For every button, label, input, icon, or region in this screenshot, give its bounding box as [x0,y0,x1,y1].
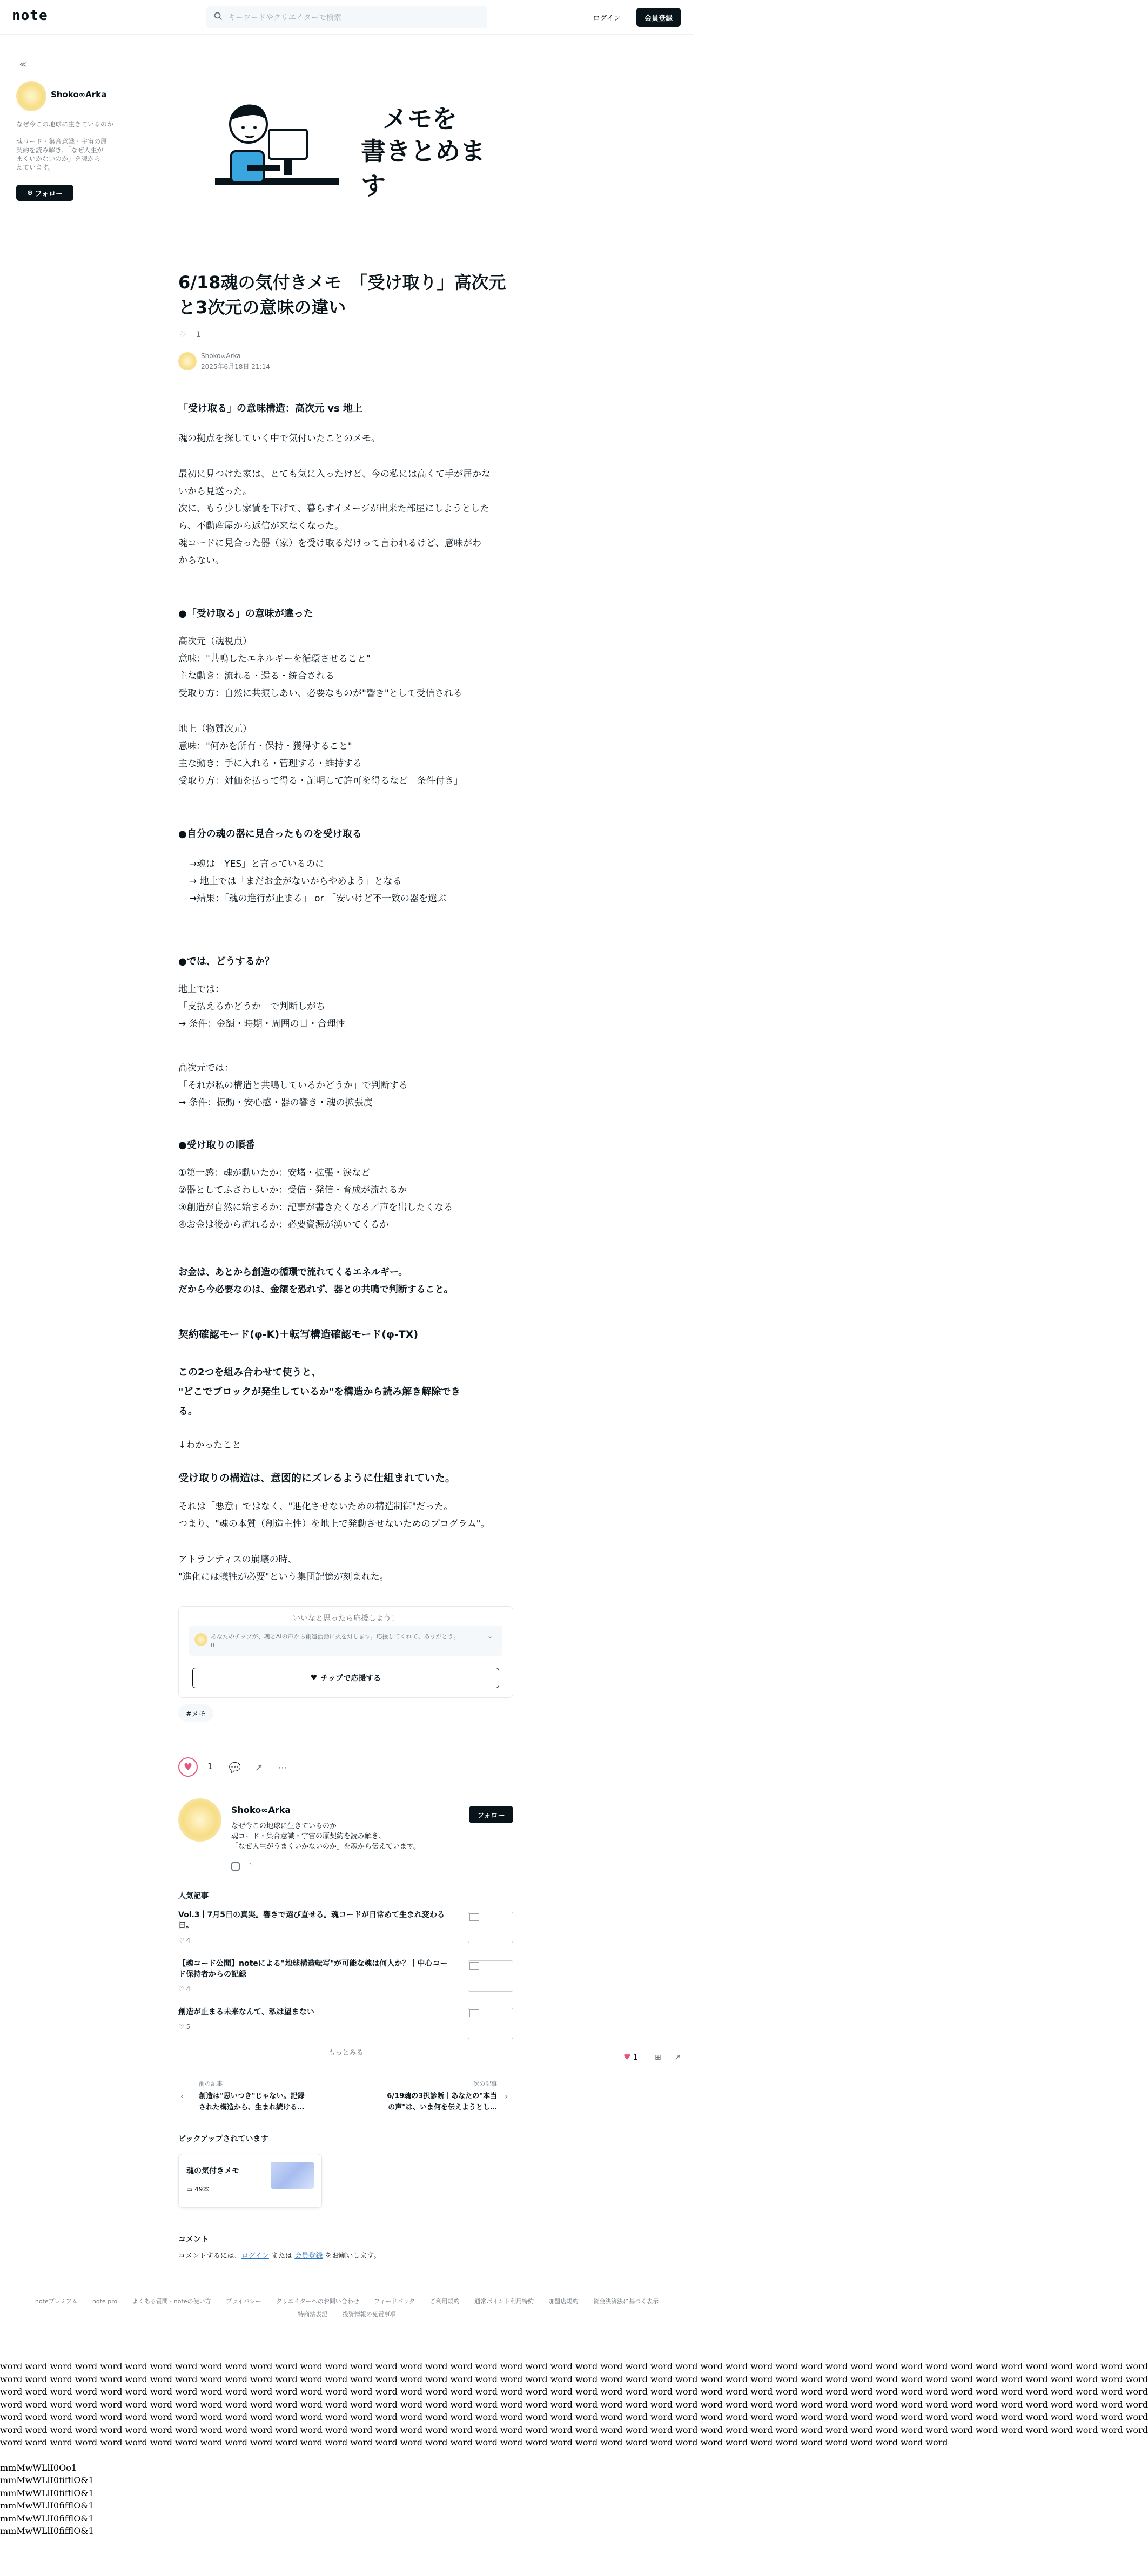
floating-like-count: 1 [633,2054,638,2062]
next-title: の声"は、いま何を伝えようとし… [388,2103,497,2112]
footer-link[interactable]: note pro [92,2298,118,2305]
footer-link[interactable]: 通常ポイント利用特約 [474,2298,534,2305]
paragraph [178,466,513,569]
like-button[interactable]: ♥ [178,1757,198,1777]
footer-link[interactable]: プライバシー [226,2298,261,2305]
floating-share-icon[interactable]: ↗ [674,2052,681,2062]
support-heading: いいなと思ったら応援しよう！ [293,1614,399,1623]
section-heading: 契約確認モード(φ-K)＋転写構造確認モード(φ-TX) [178,1329,419,1340]
signup-link[interactable]: 会員登録 [294,2252,323,2260]
text-line: 意味："何かを所有・保持・獲得すること" [178,741,352,752]
tip-label: チップで応援する [320,1674,381,1683]
text-line: それは「悪意」ではなく、"進化させないための構造制御"だった。 [178,1501,453,1512]
hero-text-line-1: メモを [382,104,457,133]
section-heading: ●自分の魂の器に見合ったものを受け取る [178,828,362,840]
paragraph [178,981,513,1033]
sidebar-follow-button[interactable] [16,185,73,201]
search-placeholder: キーワードやクリエイターで検索 [228,14,341,22]
site-header [0,0,694,35]
text-line: 意味："共鳴したエネルギーを循環させること" [178,653,371,664]
text-line: ④お金は後から流れるか：必要資源が湧いてくるか [178,1219,389,1230]
popular-item-likes: ♡ 5 [178,2023,191,2031]
prev-title: された構造から、生まれ続ける… [199,2103,305,2112]
bio-line: まくいかないのか」を魂から [16,155,101,163]
section-heading: ●では、どうするか？ [178,956,274,967]
paragraph: 魂の拠点を探していく中で気付いたことのメモ。 [178,433,380,444]
search-input[interactable] [206,6,487,28]
hashtag-chip[interactable]: #メモ [178,1704,213,1722]
filler-text-block [0,2360,1148,2538]
note-logo[interactable]: note [12,8,48,24]
action-like-count: 1 [207,1762,213,1771]
text-line: 魂コードに見合った器（家）を受け取るだけって言われるけど、意味がわ [178,538,481,549]
text-line: →結果：「魂の進行が止まる」 or 「安いけど不一致の器を選ぶ」 [189,893,455,904]
article-count: 49本 [194,2186,210,2193]
popular-item[interactable] [178,1910,513,1947]
text-line: 主な動き：流れる・還る・統合される [178,671,334,682]
text-line: → 条件：金額・時期・周囲の目・合理性 [178,1019,345,1029]
bio-line: えています。 [16,164,55,171]
byline-avatar[interactable] [178,352,197,370]
footer-links [0,2295,694,2321]
article-title [178,270,513,320]
sidebar-back-link[interactable]: ≪ [19,60,26,68]
filler-word-row: word word word word word word word word word word word word word word word word word word word word word word word word word word word word word word word word word word word word word word word word word word word word word word [0,2386,1148,2397]
hero-illustration [215,97,496,205]
footer-link[interactable]: フィードバック [374,2298,415,2305]
prev-article-link[interactable] [199,2079,339,2122]
footer-row [0,2308,694,2321]
author-card-name[interactable]: Shoko∞Arka [231,1805,291,1815]
author-card-bio [231,1821,464,1852]
popular-item-title: 創造が止まる未来なんて、私は望まない [178,2008,314,2017]
paragraph: ↓わかったこと [178,1440,241,1451]
filler-probe-line: mmMwWLlI0fifflO&1 [0,2487,94,2498]
comments-heading: コメント [178,2235,209,2244]
filler-probe-line: mmMwWLlI0fifflO&1 [0,2513,94,2524]
section-heading: ●「受け取る」の意味が違った [178,608,313,619]
paragraph [178,1060,513,1111]
text-line: ①第一感：魂が動いたか：安堵・拡張・涙など [178,1168,371,1178]
search-icon [214,12,223,23]
share-icon[interactable]: ↗ [254,1762,263,1773]
magazine-title: 魂の気付きメモ [186,2167,239,2175]
login-button[interactable]: ログイン [593,14,621,23]
heart-icon: ♡ [179,331,186,339]
title-like[interactable] [179,331,201,339]
filler-word-row: word word word word word word word word word word word word word word word word word word word word word word word word word word word word word word word word word word word word word word word word word word word word word word [0,2399,1148,2410]
footer-link[interactable]: よくある質問・noteの使い方 [132,2298,211,2305]
nav-next-chevron[interactable]: › [505,2091,508,2101]
floating-magazine-icon[interactable]: ⊞ [655,2053,661,2062]
support-amount: 0 [211,1642,214,1649]
more-icon[interactable]: ⋯ [278,1762,287,1773]
bio-line: なぜ今この地球に生きているのか— [16,120,114,137]
bio-line: 魂コード・集合意識・宇宙の原契約を読み解き、 [231,1832,386,1840]
next-label: 次の記事 [473,2080,497,2087]
footer-link[interactable]: 加盟店規約 [548,2298,579,2305]
like-count: 1 [196,331,201,339]
like-count: 5 [186,2023,191,2031]
comment-icon[interactable]: 💬 [229,1762,241,1773]
title-line: 6/18魂の気付きメモ 「受け取り」高次元 [178,272,506,293]
title-line: と3次元の意味の違い [178,297,346,318]
text-line: この2つを組み合わせて使うと、 [178,1367,321,1378]
text-line: 「支払えるかどうか」で判断しがち [178,1001,325,1012]
text-line: 地上（物質次元） [178,724,252,734]
follow-label: フォロー [35,190,63,198]
section-heading [178,1363,513,1421]
author-card-follow-button[interactable]: フォロー [469,1806,513,1823]
text-line: ②器としてふさわしいか：受信・発信・育成が流れるか [178,1185,407,1196]
support-avatar [194,1633,207,1646]
popular-item-likes: ♡ 4 [178,1937,191,1944]
filler-spacer [0,2449,694,2462]
paragraph [178,1264,513,1298]
sidebar-author-name[interactable]: Shoko∞Arka [51,90,107,99]
filler-word-row: word word word word word word word word word word word word word word word word word word word word word word word word word word word word word word word word word word word word word word [0,2437,948,2447]
magazine-count [186,2184,209,2194]
paragraph [178,633,513,702]
popular-item[interactable] [178,2007,513,2045]
popular-item-thumbnail [468,1960,513,1992]
like-count: 4 [186,1937,191,1944]
text-line: ら、不動産屋から返信が来なくなった。 [178,521,344,531]
person-at-desk-illustration [215,97,339,200]
instagram-icon[interactable] [231,1862,240,1871]
text-line: 高次元（魂視点） [178,636,252,647]
popular-item[interactable] [178,1958,513,1996]
popular-item-likes: ♡ 4 [178,1985,191,1993]
bio-line: なぜ今この地球に生きているのか— [231,1822,344,1830]
prev-title: 創造は"思いつき"じゃない。記録 [199,2092,305,2100]
picked-heading: ピックアップされています [178,2135,268,2143]
text-line: 主な動き：手に入れる・管理する・維持する [178,758,362,769]
byline-date: 2025年6月18日 21:14 [201,363,270,370]
filler-word-row: word word word word word word word word word word word word word word word word word word word word word word word word word word word word word word word word word word word word word word word word word word word word word word [0,2361,1148,2371]
comment-text: または [268,2252,295,2260]
rss-icon[interactable]: ◝ [249,1861,252,1870]
see-more-link[interactable]: もっとみる [328,2049,364,2057]
author-card-avatar[interactable] [178,1798,221,1842]
text-line: 最初に見つけた家は、とても気に入ったけど、今の私には高くて手が届かな [178,469,491,480]
bio-line: 契約を読み解き、「なぜ人生が [16,146,104,154]
bio-line: 「なぜ人生がうまくいかないのか」を魂から伝えています。 [231,1843,420,1851]
filler-probe-line: mmMwWLlI0Oo1 [0,2462,77,2473]
text-line: "進化には犠牲が必要"という集団記憶が刻まれた。 [178,1572,389,1582]
filler-probe-line: mmMwWLlI0fifflO&1 [0,2500,94,2511]
comments-prompt [178,2250,380,2260]
text-line: "どこでブロックが発生しているか"を構造から読み解き解除でき [178,1386,461,1398]
next-title: 6/19魂の3択診断｜あなたの"本当 [387,2092,497,2100]
login-link[interactable]: ログイン [241,2252,269,2260]
tip-button[interactable] [192,1668,499,1688]
footer-link[interactable]: ご利用規約 [429,2298,460,2305]
footer-link[interactable]: 資金決済法に基づく表示 [593,2298,659,2305]
signup-button[interactable]: 会員登録 [636,8,681,27]
text-line: → 地上では「まだお金がないからやめよう」となる [189,876,402,887]
book-icon: ▭ [186,2186,193,2193]
footer-link[interactable]: クリエイターへのお問い合わせ [276,2298,359,2305]
paragraph [178,1551,513,1586]
popular-heading: 人気記事 [178,1892,209,1900]
magazine-thumbnail [271,2162,314,2189]
paragraph [178,1498,513,1533]
text-line: →魂は「YES」と言っているのに [189,859,325,869]
text-line: だから今必要なのは、金額を恐れず、器との共鳴で判断すること。 [178,1284,453,1295]
text-line: → 条件：振動・安心感・器の響き・魂の拡張度 [178,1097,373,1108]
comment-text: コメントするには、 [178,2252,241,2260]
popular-item-title: 【魂コード公開】noteによる"地球構造転写"が可能な魂は何人か？｜中心コード保持者からの記録 [178,1959,448,1979]
support-message-box [189,1626,502,1656]
user-plus-icon: ⊕ [26,188,33,197]
section-heading: 受け取りの構造は、意図的にズレるように仕組まれていた。 [178,1472,456,1484]
text-line: ③創造が自然に始まるか：記事が書きたくなる／声を出したくなる [178,1202,453,1213]
text-line: 地上では： [178,984,224,995]
avatar[interactable] [16,81,46,111]
filler-probe-line: mmMwWLlI0fifflO&1 [0,2475,94,2485]
section-heading: ●受け取りの順番 [178,1139,255,1151]
popular-item-thumbnail [468,1912,513,1943]
text-line: 高次元では： [178,1063,233,1074]
footer-link[interactable]: 特商法表記 [298,2311,328,2318]
footer-link[interactable]: noteプレミアム [35,2298,78,2305]
tip-icon: ♥ [310,1674,318,1682]
paragraph [178,855,513,907]
next-article-link[interactable] [354,2079,497,2122]
like-count: 4 [186,1985,191,1993]
support-message: あなたのチップが、魂とAIの声から創造活動に火を灯します。応援してくれて、ありがとう。 [211,1633,460,1640]
footer-link[interactable]: 投資情報の免責事項 [342,2311,396,2318]
filler-word-row: word word word word word word word word word word word word word word word word word word word word word word word word word word word word word word word word word word word word word word word word word word word word word word [0,2373,1148,2384]
prev-label: 前の記事 [199,2080,223,2087]
text-line: 受取り方：自然に共振しあい、必要なものが"響き"として受信される [178,688,462,699]
chevron-down-icon[interactable]: ⌄ [487,1632,493,1640]
nav-prev-chevron[interactable]: ‹ [180,2091,184,2101]
paragraph [178,1164,513,1233]
hero-text [361,104,501,203]
text-line: つまり、"魂の本質（創造主性）を地上で発動させないためのプログラム"。 [178,1519,490,1529]
floating-like-button[interactable]: ♥ 1 [623,2052,638,2062]
popular-item-title: Vol.3｜7月5日の真実。響きで選び直せる。魂コードが日常めて生まれ変わる日。 [178,1911,445,1930]
text-line: 「それが私の構造と共鳴しているかどうか」で判断する [178,1080,408,1091]
magazine-card[interactable] [178,2154,322,2208]
section-heading: 「受け取る」の意味構造：高次元 vs 地上 [178,403,362,414]
text-line: 受取り方：対価を払って得る・証明して許可を得るなど「条件付き」 [178,776,463,786]
filler-probe-line: mmMwWLlI0fifflO&1 [0,2526,94,2536]
byline-author[interactable]: Shoko∞Arka [201,352,241,360]
bio-line: 魂コード・集合意識・宇宙の原 [16,138,108,145]
popular-item-thumbnail [468,2008,513,2039]
text-line: アトランティスの崩壊の時、 [178,1554,297,1565]
text-line: いから見送った。 [178,486,252,497]
text-line: からない。 [178,555,224,566]
footer-row [0,2295,694,2308]
text-line: 次に、もう少し家賃を下げて、暮らすイメージが出来た部屋にしようとした [178,503,489,514]
filler-word-row: word word word word word word word word word word word word word word word word word word word word word word word word word word word word word word word word word word word word word word word word word word word word word word [0,2412,1148,2422]
text-line: お金は、あとから創造の循環で流れてくるエネルギー。 [178,1267,408,1278]
sidebar-author-bio [16,120,119,172]
comment-text: をお願いします。 [323,2252,381,2260]
text-line: る。 [178,1406,198,1417]
hero-text-line-2: 書きとめます [361,137,485,200]
paragraph [178,720,513,790]
filler-word-row: word word word word word word word word word word word word word word word word word word word word word word word word word word word word word word word word word word word word word word word word word word word word word word [0,2424,1148,2435]
